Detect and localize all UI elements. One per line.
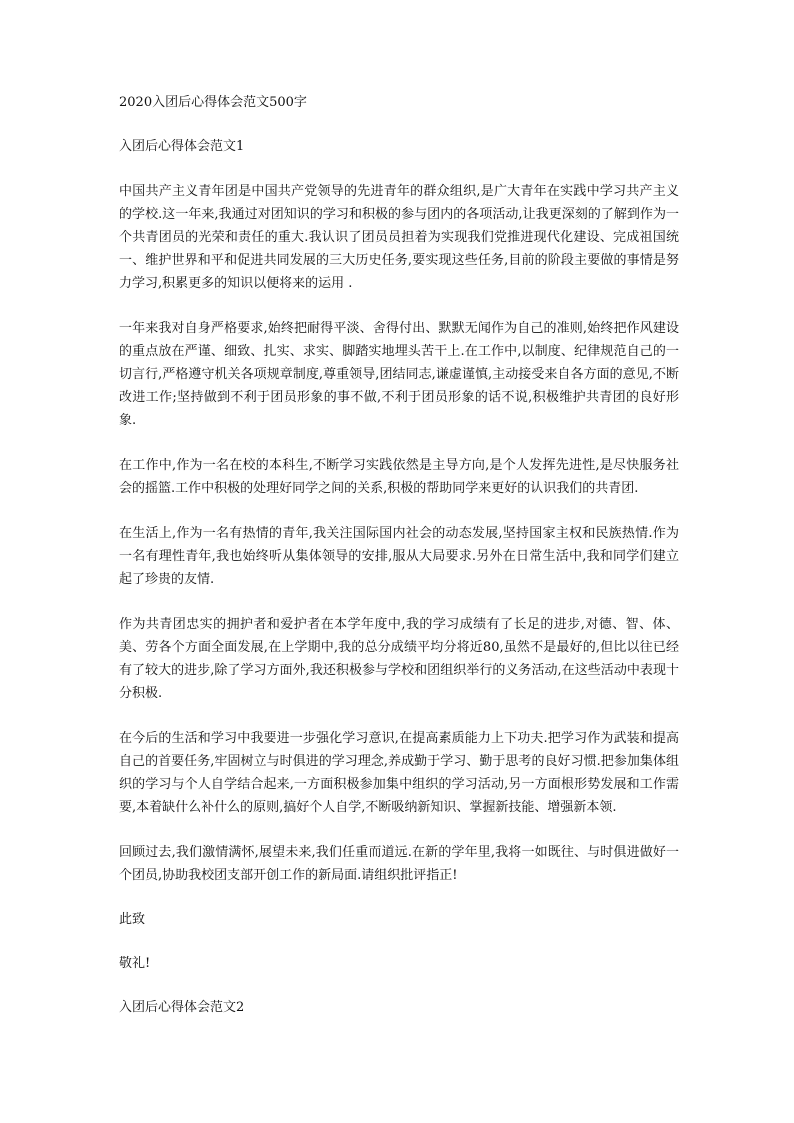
paragraph-6: 在今后的生活和学习中我要进一步强化学习意识,在提高素质能力上下功夫.把学习作为武装和提高自己的首要任务,牢固树立与时俱进的学习理念,养成勤于学习、勤于思考的良好习惯.把参加集体组织的学习与个人自学结合起来,一方面积极参加集中组织的学习活动,另一方面根形势发展和工作需要,本着缺什么补什么的原则,搞好个人自学,不断吸纳新知识、掌握新技能、增强新本领.: [119, 731, 679, 815]
paragraph-7: 回顾过去,我们激情满怀,展望未来,我们任重而道远.在新的学年里,我将一如既往、与时俱进做好一个团员,协助我校团支部开创工作的新局面.请组织批评指正!: [119, 845, 679, 883]
document-title: 2020入团后心得体会范文500字: [119, 95, 307, 110]
section-heading-2: 入团后心得体会范文2: [119, 1000, 245, 1015]
paragraph-3: 在工作中,作为一名在校的本科生,不断学习实践依然是主导方向,是个人发挥先进性,是尽快服务社会的摇篮.工作中积极的处理好同学之间的关系,积极的帮助同学来更好的认识我们的共青团.: [119, 458, 679, 496]
section-heading-1: 入团后心得体会范文1: [119, 139, 245, 154]
paragraph-4: 在生活上,作为一名有热情的青年,我关注国际国内社会的动态发展,坚持国家主权和民族热情.作为一名有理性青年,我也始终听从集体领导的安排,服从大局要求.另外在日常生活中,我和同学们建立起了珍贵的友情.: [119, 526, 679, 587]
closing-regards: 敬礼!: [119, 956, 151, 971]
document-page: [119, 92, 679, 1041]
paragraph-5: 作为共青团忠实的拥护者和爱护者在本学年度中,我的学习成绩有了长足的进步,对德、智、体、美、劳各个方面全面发展,在上学期中,我的总分成绩平均分将近80,虽然不是最好的,但比以往已经有了较大的进步,除了学习方面外,我还积极参与学校和团组织举行的义务活动,在这些活动中表现十分积极.: [119, 617, 679, 701]
paragraph-2: 一年来我对自身严格要求,始终把耐得平淡、舍得付出、默默无闻作为自己的准则,始终把作风建设的重点放在严谨、细致、扎实、求实、脚踏实地埋头苦干上.在工作中,以制度、纪律规范自己的一切言行,严格遵守机关各项规章制度,尊重领导,团结同志,谦虚谨慎,主动接受来自各方面的意见,不断改进工作;坚持做到不利于团员形象的事不做,不利于团员形象的话不说,积极维护共青团的良好形象.: [119, 321, 679, 428]
paragraph-1: 中国共产主义青年团是中国共产党领导的先进青年的群众组织,是广大青年在实践中学习共产主义的学校.这一年来,我通过对团知识的学习和积极的参与团内的各项活动,让我更深刻的了解到作为一个共青团员的光荣和责任的重大.我认识了团员员担着为实现我们党推进现代化建设、完成祖国统一、维护世界和平和促进共同发展的三大历史任务,要实现这些任务,目前的阶段主要做的事情是努力学习,积累更多的知识以便将来的运用 .: [119, 184, 679, 291]
closing-salutation: 此致: [119, 912, 146, 927]
